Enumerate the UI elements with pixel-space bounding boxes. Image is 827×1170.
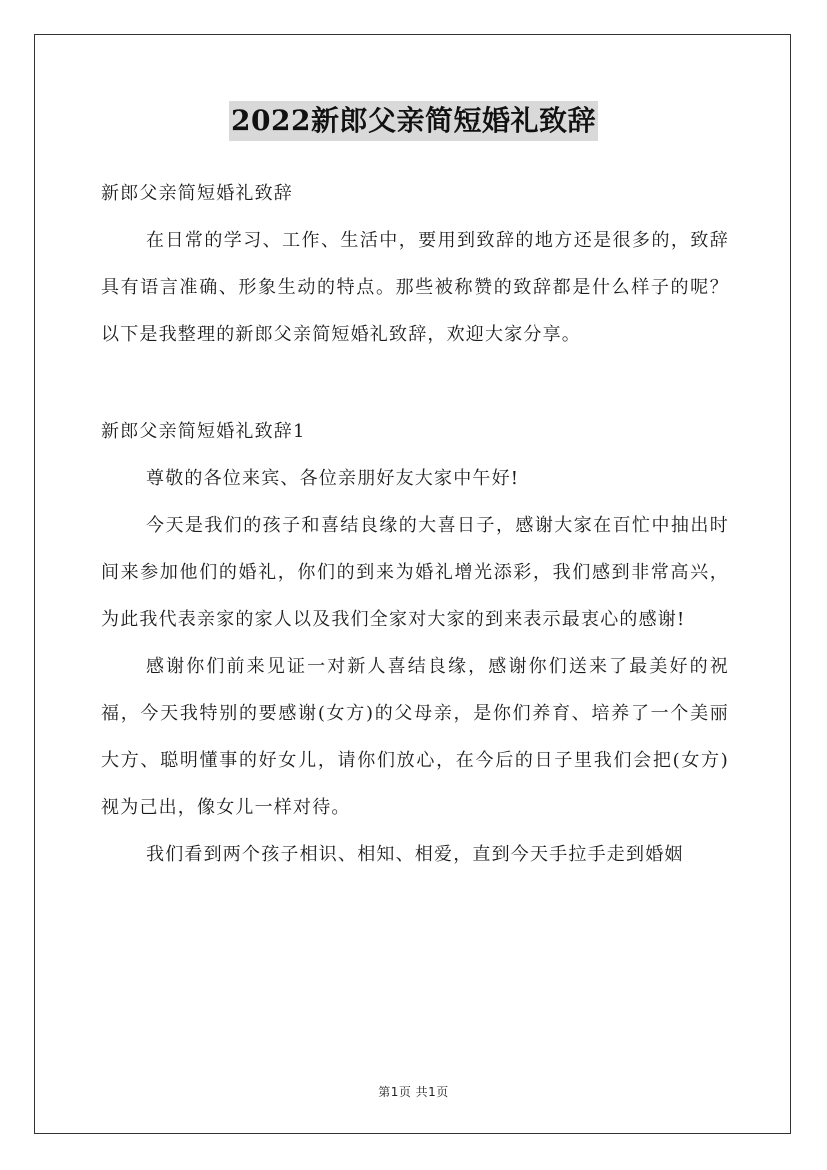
- body-paragraph: 尊敬的各位来宾、各位亲朋好友大家中午好!: [146, 468, 520, 489]
- intro-paragraph: 在日常的学习、工作、生活中，要用到致辞的地方还是很多的，致辞具有语言准确、形象生动的特点。那些被称赞的致辞都是什么样子的呢？以下是我整理的新郎父亲简短婚礼致辞，欢迎大家分享。: [101, 230, 729, 345]
- document-title: 2022新郎父亲简短婚礼致辞: [229, 101, 598, 141]
- document-body: [101, 170, 729, 878]
- body-paragraph: 今天是我们的孩子和喜结良缘的大喜日子，感谢大家在百忙中抽出时间来参加他们的婚礼，你们的到来为婚礼增光添彩，我们感到非常高兴，为此我代表亲家的家人以及我们全家对大家的到来表示最衷心的感谢!: [101, 515, 729, 630]
- page-footer: 第1页 共1页: [378, 1085, 449, 1099]
- document-title-container: [0, 100, 827, 141]
- section-heading: 新郎父亲简短婚礼致辞: [101, 183, 293, 204]
- section-heading: 新郎父亲简短婚礼致辞1: [101, 421, 306, 442]
- body-paragraph: 感谢你们前来见证一对新人喜结良缘，感谢你们送来了最美好的祝福，今天我特别的要感谢(女方)的父母亲，是你们养育、培养了一个美丽大方、聪明懂事的好女儿，请你们放心，在今后的日子里我们会把(女方)视为己出，像女儿一样对待。: [101, 656, 729, 818]
- body-paragraph: 我们看到两个孩子相识、相知、相爱，直到今天手拉手走到婚姻: [146, 844, 684, 865]
